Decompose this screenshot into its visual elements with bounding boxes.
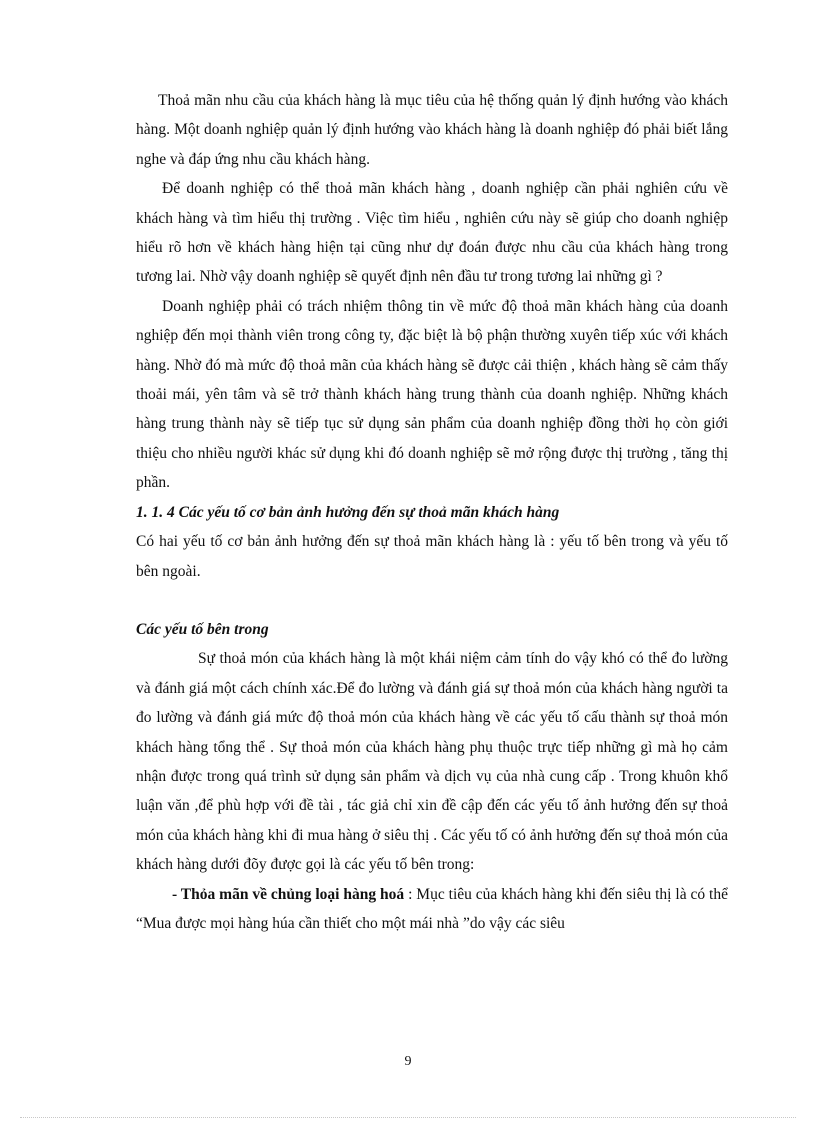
section-intro: Có hai yếu tố cơ bản ảnh hưởng đến sự thoả mãn khách hàng là : yếu tố bên trong và yếu tố bên ngoài.: [136, 533, 728, 580]
page-number: 9: [404, 1054, 412, 1069]
section-heading: 1. 1. 4 Các yếu tố cơ bản ảnh hưởng đến sự thoả mãn khách hàng: [136, 503, 560, 521]
paragraph-3: Doanh nghiệp phải có trách nhiệm thông tin về mức độ thoả mãn khách hàng của doanh nghiệp đến mọi thành viên trong công ty, đặc biệt là bộ phận thường xuyên tiếp xúc với khách hàng. Nhờ đó mà mức độ thoả mãn của khách hàng sẽ được cải thiện , khách hàng sẽ cảm thấy thoải mái, yên tâm và sẽ trở thành khách hàng trung thành của doanh nghiệp. Những khách hàng trung thành này sẽ tiếp tục sử dụng sản phẩm của doanh nghiệp đồng thời họ còn giới thiệu cho nhiều người khác sử dụng khi đó doanh nghiệp sẽ mở rộng được thị trường , tăng thị phần.: [136, 297, 728, 492]
paragraph-2: Để doanh nghiệp có thể thoả mãn khách hàng , doanh nghiệp cần phải nghiên cứu về khách hàng và tìm hiểu thị trường . Việc tìm hiểu , nghiên cứu này sẽ giúp cho doanh nghiệp hiểu rõ hơn về khách hàng hiện tại cũng như dự đoán được nhu cầu của khách hàng trong tương lai. Nhờ vậy doanh nghiệp sẽ quyết định nên đầu tư trong tương lai những gì ?: [136, 180, 728, 286]
document-body: [136, 86, 728, 938]
page-bottom-border: [20, 1117, 796, 1118]
bullet-lead: - Thỏa mãn về chủng loại hàng hoá: [172, 885, 405, 903]
paragraph-1: Thoả mãn nhu cầu của khách hàng là mục tiêu của hệ thống quản lý định hướng vào khách hàng. Một doanh nghiệp quản lý định hướng vào khách hàng là doanh nghiệp đó phải biết lắng nghe và đáp ứng nhu cầu khách hàng.: [136, 92, 728, 168]
subsection-paragraph: Sự thoả món của khách hàng là một khái niệm cảm tính do vậy khó có thể đo lường và đánh giá một cách chính xác.Để đo lường và đánh giá sự thoả món của khách hàng người ta đo lường và đánh giá mức độ thoả món của khách hàng về các yếu tố cấu thành sự thoả món khách hàng tổng thể . Sự thoả món của khách hàng phụ thuộc trực tiếp những gì mà họ cảm nhận được trong quá trình sử dụng sản phẩm và dịch vụ của nhà cung cấp . Trong khuôn khổ luận văn ,để phù hợp với đề tài , tác giả chỉ xin đề cập đến các yếu tố ảnh hưởng đến sự thoả món của khách hàng khi đi mua hàng ở siêu thị . Các yếu tố có ảnh hưởng đến sự thoả món của khách hàng dưới đõy được gọi là các yếu tố bên trong:: [136, 650, 728, 874]
bullet-paragraph: [136, 880, 728, 939]
blank-line: [136, 586, 728, 615]
bullet-text: : Mục tiêu của khách hàng khi đến siêu thị là có thể “Mua được mọi hàng húa cần thiết cho một mái nhà ”do vậy các siêu: [136, 885, 728, 932]
subsection-heading: Các yếu tố bên trong: [136, 620, 269, 638]
